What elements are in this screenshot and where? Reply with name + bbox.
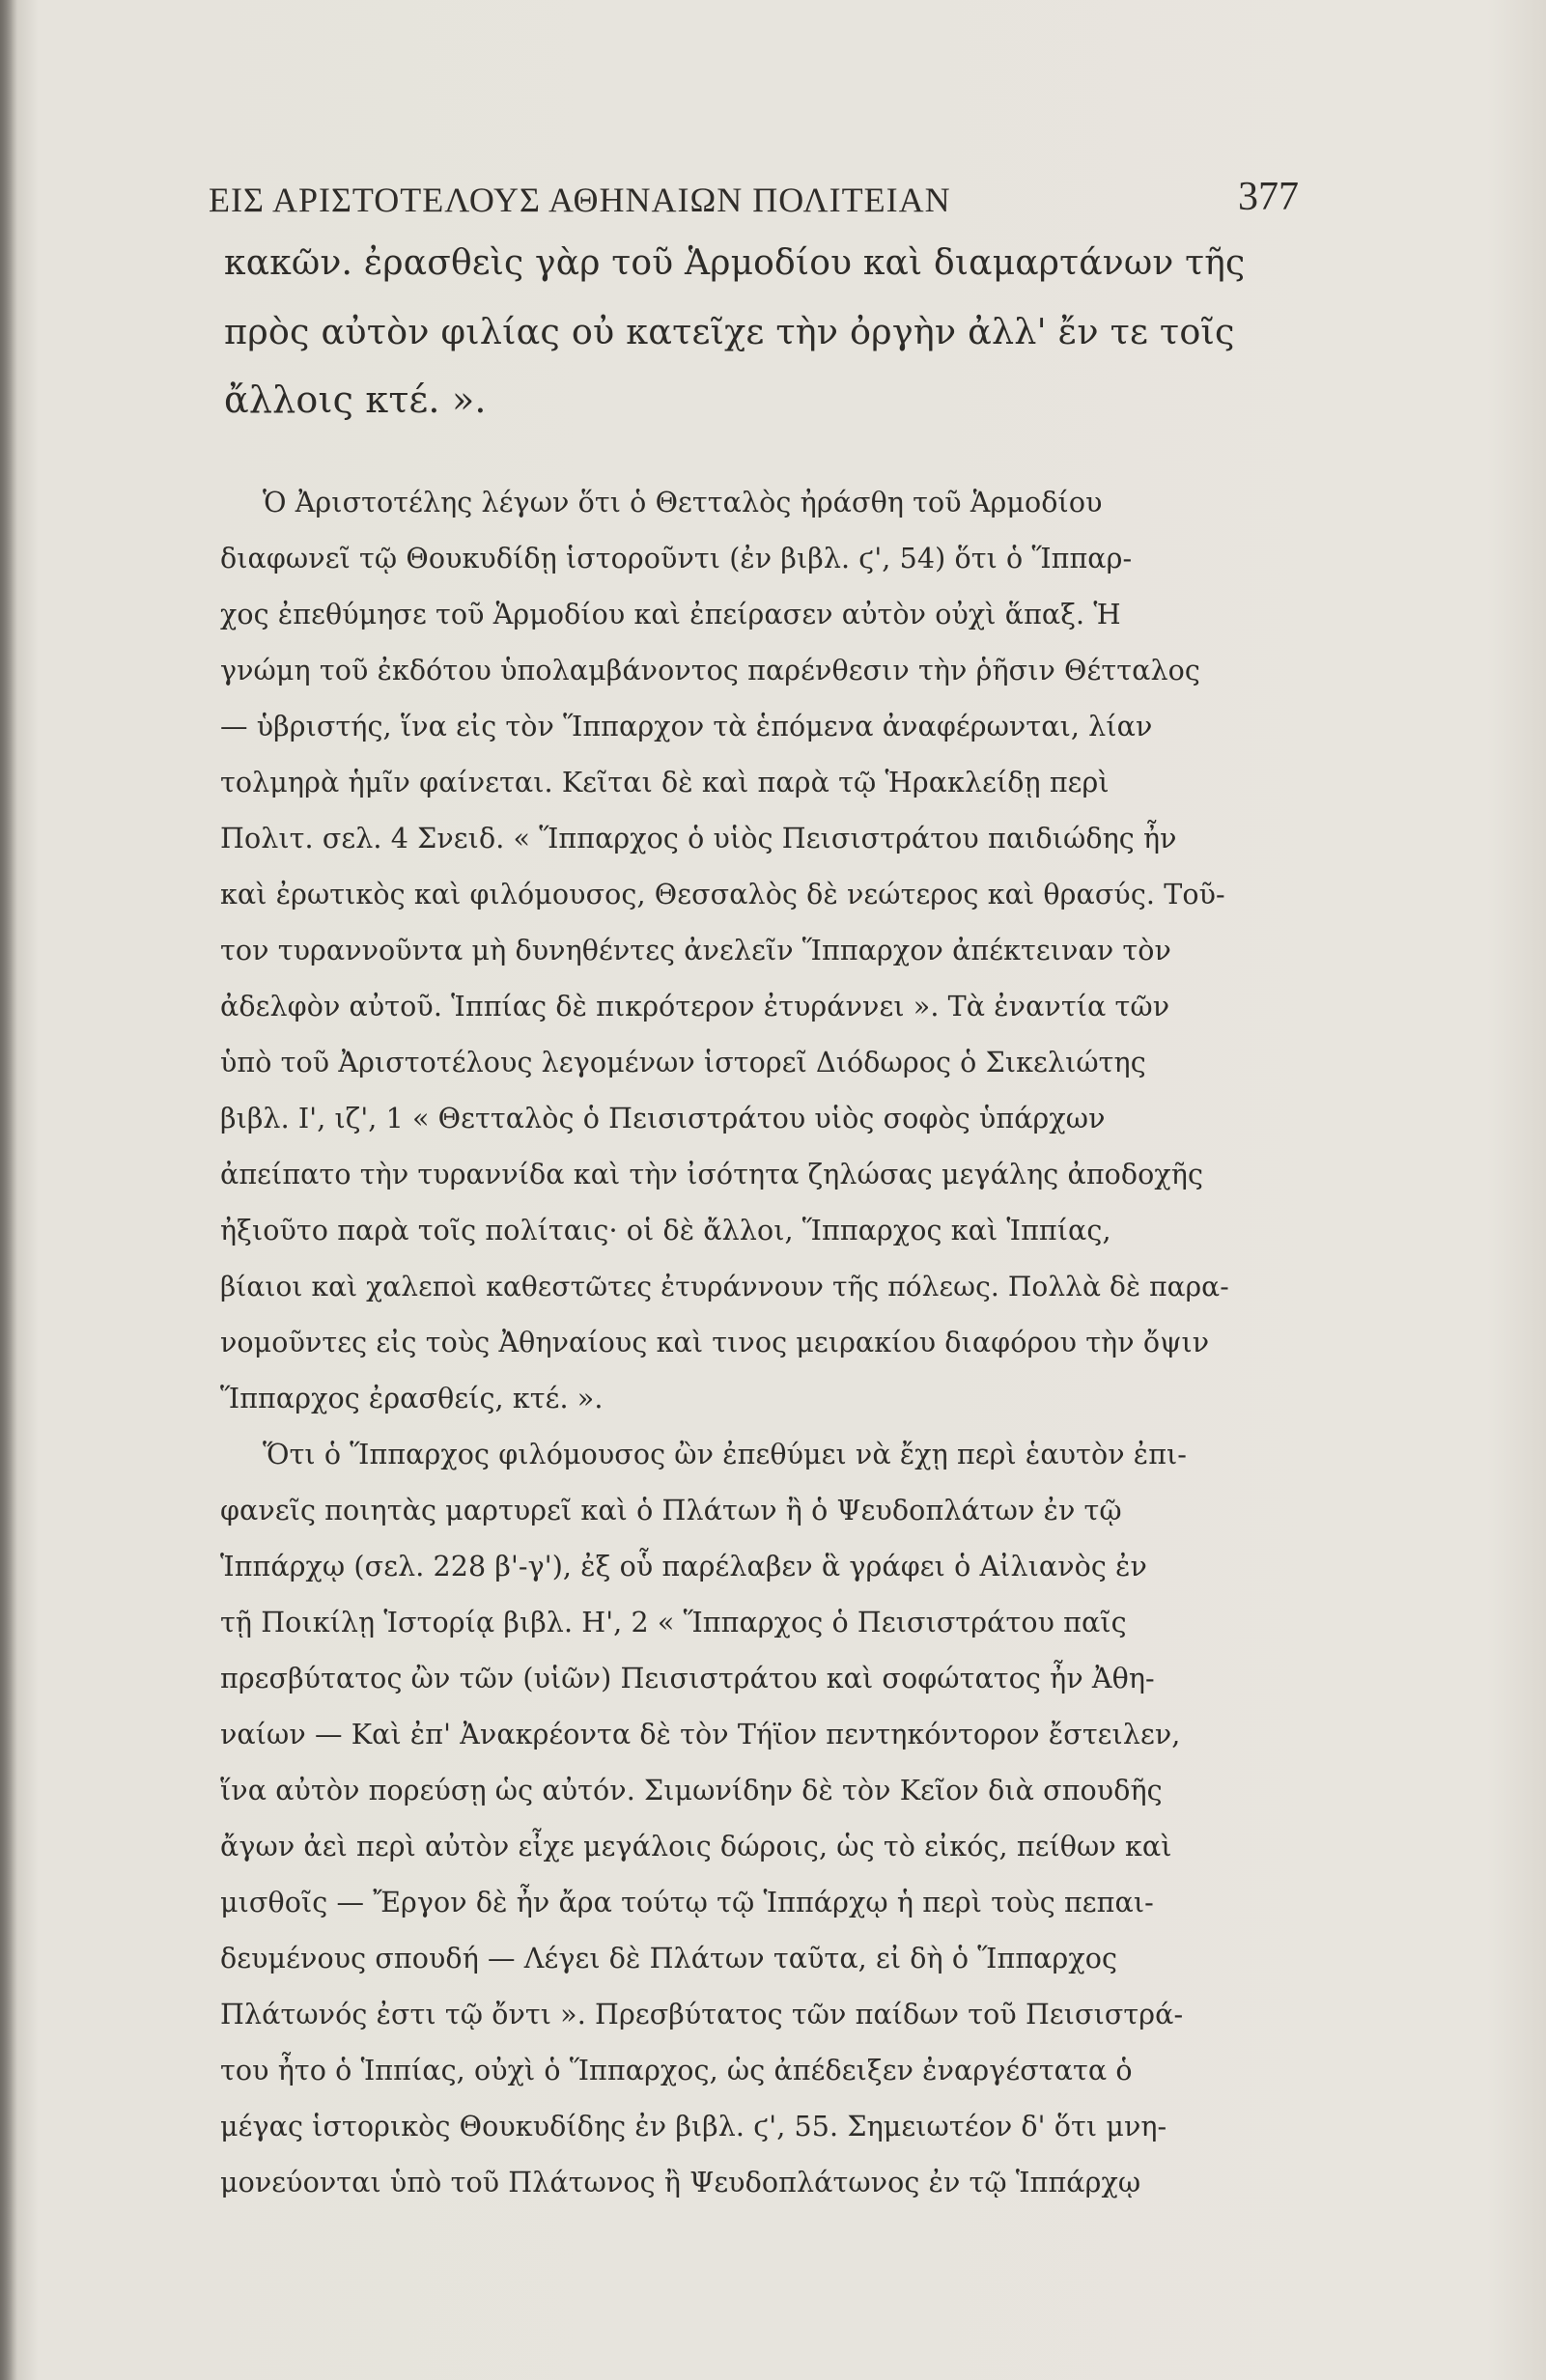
gutter-shadow <box>0 0 17 2380</box>
commentary-line: ἄγων ἀεὶ περὶ αὐτὸν εἶχε μεγάλοις δώροις, ὡς τὸ εἰκός, πείθων καὶ <box>220 1831 1172 1862</box>
commentary-line: τον τυραννοῦντα μὴ δυνηθέντες ἀνελεῖν Ἵππαρχον ἀπέκτειναν τὸν <box>220 935 1171 966</box>
commentary-line: διαφωνεῖ τῷ Θουκυδίδῃ ἱστοροῦντι (ἐν βιβλ. ϛ', 54) ὅτι ὁ Ἵππαρ- <box>220 543 1133 574</box>
commentary-line: χος ἐπεθύμησε τοῦ Ἁρμοδίου καὶ ἐπείρασεν αὐτὸν οὐχὶ ἅπαξ. Ἡ <box>220 599 1121 630</box>
commentary-line: φανεῖς ποιητὰς μαρτυρεῖ καὶ ὁ Πλάτων ἢ ὁ Ψευδοπλάτων ἐν τῷ <box>220 1495 1122 1526</box>
commentary-line: ἀπείπατο τὴν τυραννίδα καὶ τὴν ἰσότητα ζηλώσας μεγάλης ἀποδοχῆς <box>220 1159 1204 1190</box>
commentary-line: ἵνα αὐτὸν πορεύσῃ ὡς αὐτόν. Σιμωνίδην δὲ τὸν Κεῖον διὰ σπουδῆς <box>220 1775 1163 1806</box>
commentary-line: Ὅτι ὁ Ἵππαρχος φιλόμουσος ὢν ἐπεθύμει νὰ ἔχῃ περὶ ἑαυτὸν ἐπι- <box>263 1439 1188 1470</box>
commentary-line: Ὁ Ἀριστοτέλης λέγων ὅτι ὁ Θετταλὸς ἠράσθη τοῦ Ἁρμοδίου <box>263 487 1103 518</box>
commentary-line: ἀδελφὸν αὐτοῦ. Ἱππίας δὲ πικρότερον ἐτυράννει ». Τὰ ἐναντία τῶν <box>220 991 1170 1022</box>
commentary-line: μονεύονται ὑπὸ τοῦ Πλάτωνος ἢ Ψευδοπλάτωνος ἐν τῷ Ἱππάρχῳ <box>220 2167 1141 2198</box>
commentary-line: μέγας ἱστορικὸς Θουκυδίδης ἐν βιβλ. ϛ', 55. Σημειωτέον δ' ὅτι μνη- <box>220 2111 1167 2142</box>
commentary-line: μισθοῖς — Ἔργον δὲ ἦν ἄρα τούτῳ τῷ Ἱππάρχῳ ἡ περὶ τοὺς πεπαι- <box>220 1887 1154 1918</box>
commentary-line: δευμένους σπουδή — Λέγει δὲ Πλάτων ταῦτα, εἰ δὴ ὁ Ἵππαρχος <box>220 1943 1118 1974</box>
quote-line: κακῶν. ἐρασθεὶς γὰρ τοῦ Ἁρμοδίου καὶ διαμαρτάνων τῆς <box>224 243 1246 283</box>
page-number: 377 <box>1238 175 1299 219</box>
commentary-line: βιβλ. Ι', ιζ', 1 « Θετταλὸς ὁ Πεισιστράτου υἱὸς σοφὸς ὑπάρχων <box>220 1103 1106 1134</box>
quote-line: πρὸς αὐτὸν φιλίας οὐ κατεῖχε τὴν ὀργὴν ἀλλ' ἔν τε τοῖς <box>224 311 1235 352</box>
quote-line: ἄλλοις κτέ. ». <box>224 378 487 421</box>
commentary-line: Ἵππαρχος ἐρασθείς, κτέ. ». <box>220 1383 604 1414</box>
commentary-line: Πολιτ. σελ. 4 Σνειδ. « Ἵππαρχος ὁ υἱὸς Πεισιστράτου παιδιώδης ἦν <box>220 823 1177 854</box>
commentary-line: ὑπὸ τοῦ Ἀριστοτέλους λεγομένων ἱστορεῖ Διόδωρος ὁ Σικελιώτης <box>220 1047 1146 1078</box>
commentary-line: πρεσβύτατος ὢν τῶν (υἱῶν) Πεισιστράτου καὶ σοφώτατος ἦν Ἀθη- <box>220 1663 1155 1694</box>
commentary-line: τῇ Ποικίλῃ Ἱστορίᾳ βιβλ. Η', 2 « Ἵππαρχος ὁ Πεισιστράτου παῖς <box>220 1607 1127 1638</box>
commentary-line: νομοῦντες εἰς τοὺς Ἀθηναίους καὶ τινος μειρακίου διαφόρου τὴν ὄψιν <box>220 1327 1210 1358</box>
commentary-line: ναίων — Καὶ ἐπ' Ἀνακρέοντα δὲ τὸν Τήϊον πεντηκόντορον ἔστειλεν, <box>220 1719 1181 1750</box>
commentary-line: Πλάτωνός ἐστι τῷ ὄντι ». Πρεσβύτατος τῶν παίδων τοῦ Πεισιστρά- <box>220 1999 1184 2030</box>
running-title: ΕΙΣ ΑΡΙΣΤΟΤΕΛΟΥΣ ΑΘΗΝΑΙΩΝ ΠΟΛΙΤΕΙΑΝ <box>209 181 951 219</box>
commentary-line: καὶ ἐρωτικὸς καὶ φιλόμουσος, Θεσσαλὸς δὲ νεώτερος καὶ θρασύς. Τοῦ- <box>220 879 1225 910</box>
commentary-line: βίαιοι καὶ χαλεποὶ καθεστῶτες ἐτυράννουν τῆς πόλεως. Πολλὰ δὲ παρα- <box>220 1271 1229 1302</box>
commentary-line: Ἱππάρχῳ (σελ. 228 β'-γ'), ἐξ οὗ παρέλαβεν ἃ γράφει ὁ Αἰλιανὸς ἐν <box>220 1551 1147 1582</box>
commentary-line: του ἦτο ὁ Ἱππίας, οὐχὶ ὁ Ἵππαρχος, ὡς ἀπέδειξεν ἐναργέστατα ὁ <box>220 2055 1133 2086</box>
commentary-line: γνώμη τοῦ ἐκδότου ὑπολαμβάνοντος παρένθεσιν τὴν ῥῆσιν Θέτταλος <box>220 655 1200 686</box>
commentary-line: — ὑβριστής, ἵνα εἰς τὸν Ἵππαρχον τὰ ἑπόμενα ἀναφέρωνται, λίαν <box>220 711 1153 742</box>
commentary-line: τολμηρὰ ἡμῖν φαίνεται. Κεῖται δὲ καὶ παρὰ τῷ Ἡρακλείδῃ περὶ <box>220 767 1110 798</box>
commentary-line: ἠξιοῦτο παρὰ τοῖς πολίταις· οἱ δὲ ἄλλοι, Ἵππαρχος καὶ Ἱππίας, <box>220 1215 1111 1246</box>
